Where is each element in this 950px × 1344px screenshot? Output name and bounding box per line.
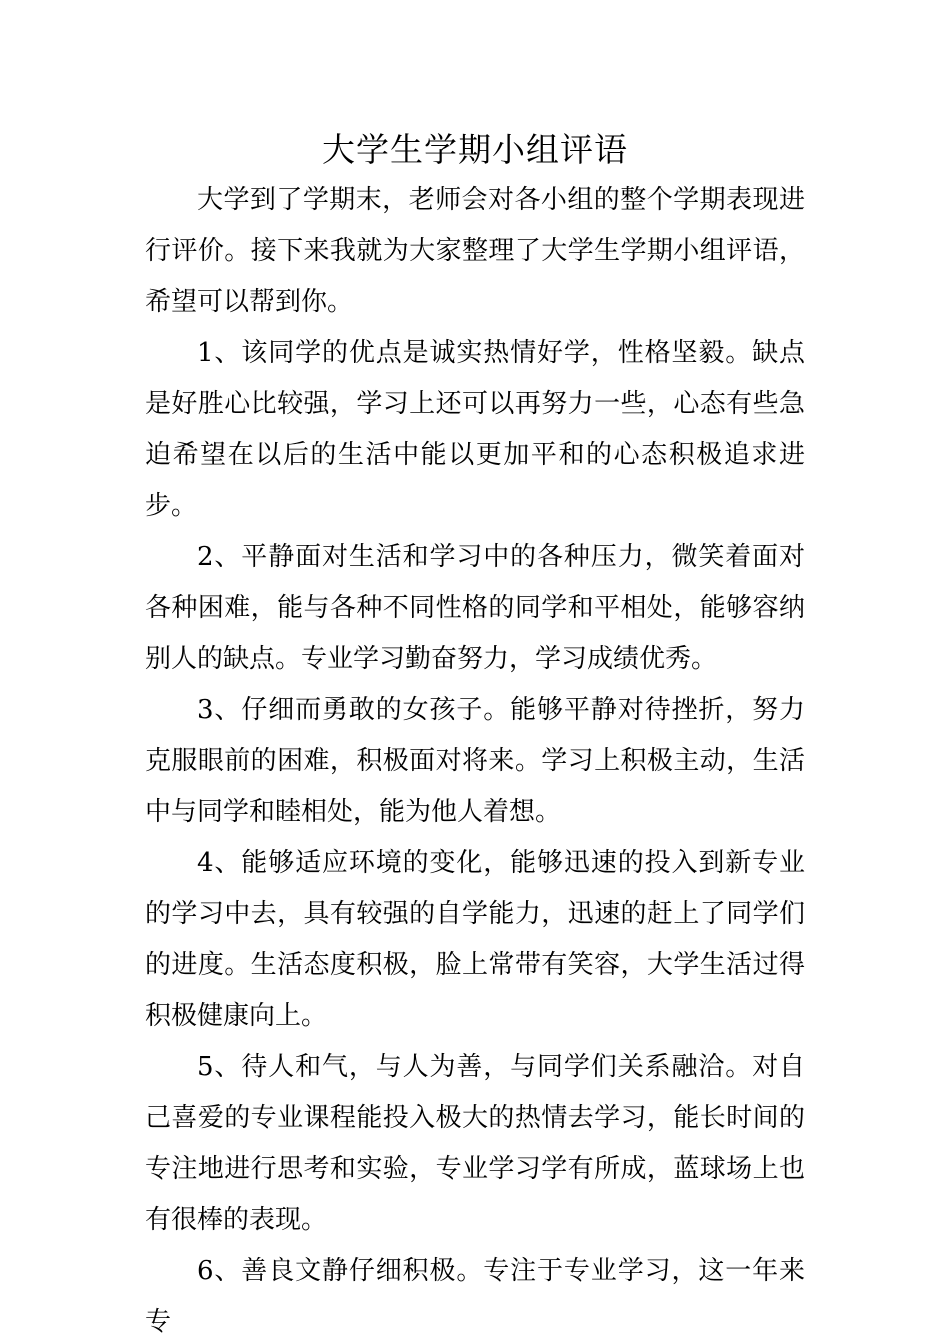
paragraph-comment-6: 6、善良文静仔细积极。专注于专业学习，这一年来专 bbox=[145, 1256, 805, 1337]
paragraph-comment-1: 1、该同学的优点是诚实热情好学，性格坚毅。缺点是好胜心比较强，学习上还可以再努力一些，心态有些急迫希望在以后的生活中能以更加平和的心态积极追求进步。 bbox=[145, 338, 805, 521]
paragraph-intro: 大学到了学期末，老师会对各小组的整个学期表现进行评价。接下来我就为大家整理了大学生学期小组评语，希望可以帮到你。 bbox=[145, 185, 805, 317]
paragraph-comment-3: 3、仔细而勇敢的女孩子。能够平静对待挫折，努力克服眼前的困难，积极面对将来。学习上积极主动，生活中与同学和睦相处，能为他人着想。 bbox=[145, 695, 805, 827]
document-title: 大学生学期小组评语 bbox=[322, 130, 628, 169]
paragraph-comment-5: 5、待人和气，与人为善，与同学们关系融洽。对自己喜爱的专业课程能投入极大的热情去学习，能长时间的专注地进行思考和实验，专业学习学有所成，蓝球场上也有很棒的表现。 bbox=[145, 1052, 805, 1235]
paragraph-comment-4: 4、能够适应环境的变化，能够迅速的投入到新专业的学习中去，具有较强的自学能力，迅速的赶上了同学们的进度。生活态度积极，脸上常带有笑容，大学生活过得积极健康向上。 bbox=[145, 848, 805, 1031]
document-body bbox=[145, 175, 805, 1344]
paragraph-comment-2: 2、平静面对生活和学习中的各种压力，微笑着面对各种困难，能与各种不同性格的同学和平相处，能够容纳别人的缺点。专业学习勤奋努力，学习成绩优秀。 bbox=[145, 542, 805, 674]
